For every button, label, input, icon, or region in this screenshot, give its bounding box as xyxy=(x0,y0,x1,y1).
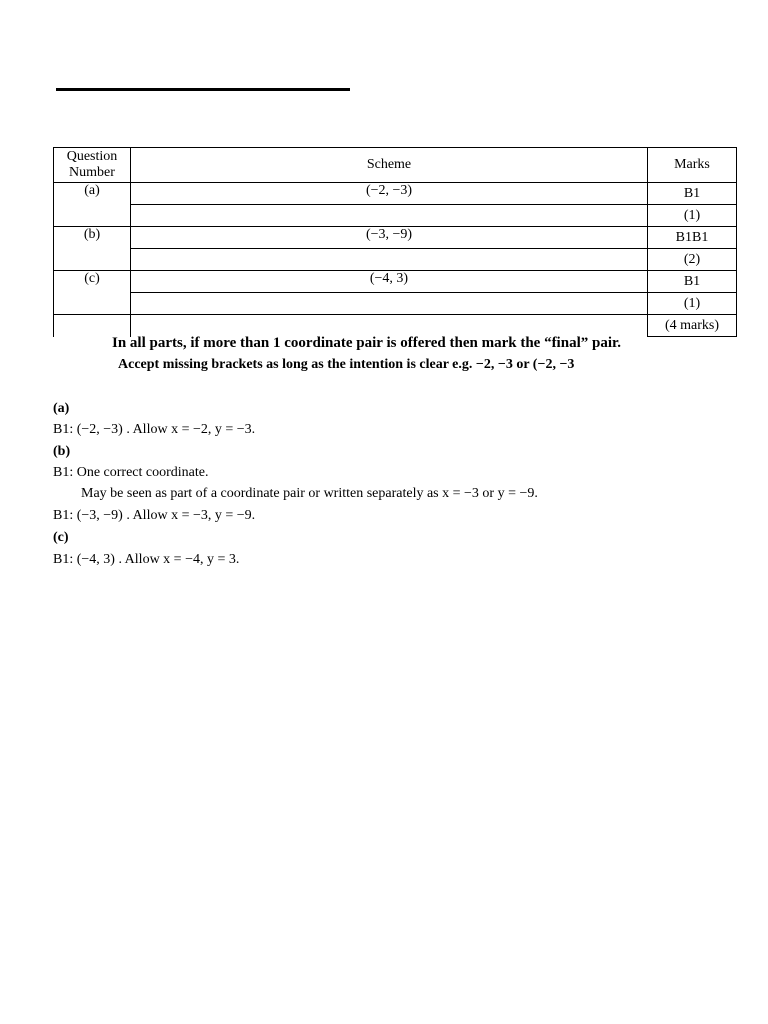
mark-a: B1 xyxy=(648,183,737,205)
table-row xyxy=(54,183,737,205)
header-scheme: Scheme xyxy=(131,148,648,183)
question-label-a: (a) xyxy=(54,183,131,227)
mark-b: B1B1 xyxy=(648,227,737,249)
part-a-guidance: B1: (−2, −3) . Allow x = −2, y = −3. xyxy=(53,422,256,437)
part-c-guidance: B1: (−4, 3) . Allow x = −4, y = 3. xyxy=(53,552,240,567)
part-b-guidance-note: May be seen as part of a coordinate pair or written separately as x = −3 or y = −9. xyxy=(81,486,538,501)
scheme-blank xyxy=(131,293,648,315)
question-blank xyxy=(54,315,131,337)
mark-scheme-table xyxy=(53,147,737,337)
table-row xyxy=(54,249,737,271)
answer-a: (−2, −3) xyxy=(131,183,648,205)
scheme-blank xyxy=(131,205,648,227)
part-a-heading: (a) xyxy=(53,401,70,416)
header-rule xyxy=(56,88,350,91)
answer-c: (−4, 3) xyxy=(131,271,648,293)
question-label-c: (c) xyxy=(54,271,131,315)
header-marks: Marks xyxy=(648,148,737,183)
scheme-blank xyxy=(131,249,648,271)
mark-c: B1 xyxy=(648,271,737,293)
table-header-row xyxy=(54,148,737,183)
total-marks: (4 marks) xyxy=(648,315,737,337)
part-c-heading: (c) xyxy=(53,530,69,545)
part-b-guidance-2: B1: (−3, −9) . Allow x = −3, y = −9. xyxy=(53,508,256,523)
header-question-number: Question Number xyxy=(54,148,131,183)
subtotal-a: (1) xyxy=(648,205,737,227)
table-row xyxy=(54,293,737,315)
note-missing-brackets: Accept missing brackets as long as the intention is clear e.g. −2, −3 or (−2, −3 xyxy=(118,357,575,372)
subtotal-b: (2) xyxy=(648,249,737,271)
note-final-pair: In all parts, if more than 1 coordinate pair is offered then mark the “final” pair. xyxy=(112,335,622,351)
question-label-b: (b) xyxy=(54,227,131,271)
table-row xyxy=(54,271,737,293)
table-row xyxy=(54,227,737,249)
total-row xyxy=(54,315,737,337)
scheme-blank xyxy=(131,315,648,337)
answer-b: (−3, −9) xyxy=(131,227,648,249)
subtotal-c: (1) xyxy=(648,293,737,315)
part-b-guidance-1: B1: One correct coordinate. xyxy=(53,465,209,480)
part-b-heading: (b) xyxy=(53,444,71,459)
table-row xyxy=(54,205,737,227)
